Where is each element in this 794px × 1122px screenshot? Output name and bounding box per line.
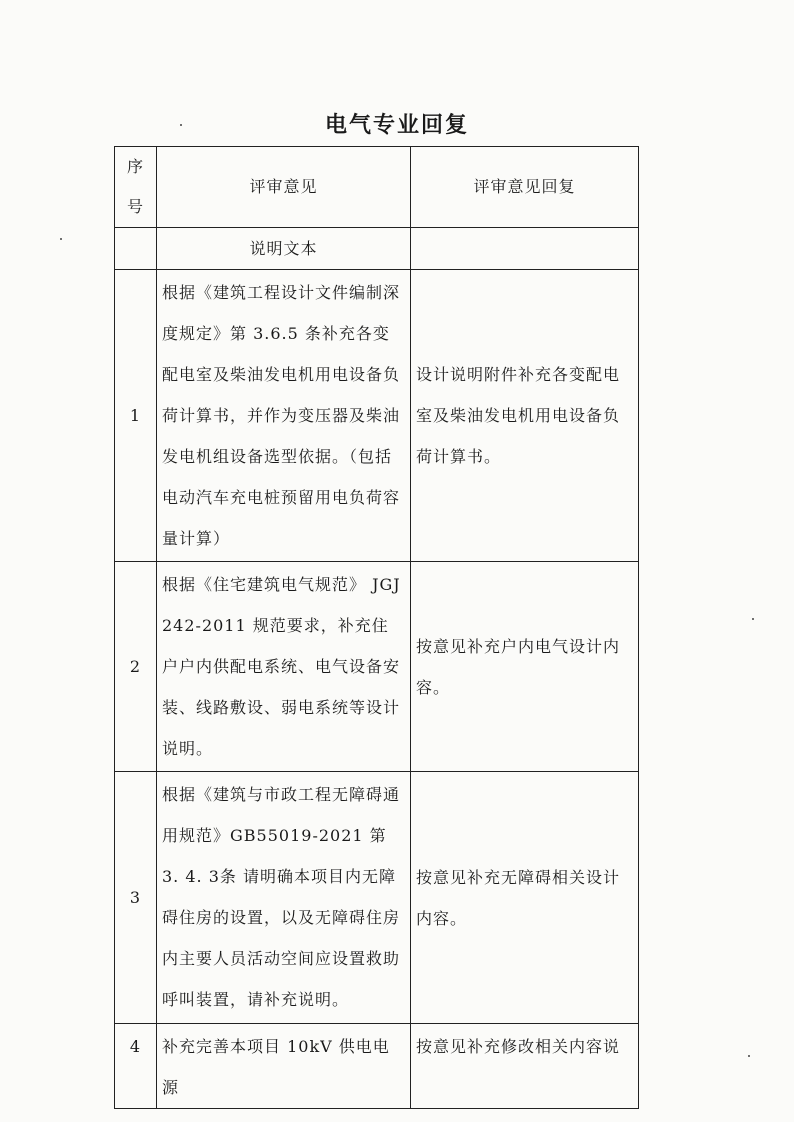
row-seq: 4 xyxy=(115,1024,157,1109)
row-seq: 3 xyxy=(115,772,157,1024)
section-label: 说明文本 xyxy=(157,228,411,270)
table-row xyxy=(115,562,639,772)
section-row xyxy=(115,228,639,270)
table-row xyxy=(115,270,639,562)
row-seq: 2 xyxy=(115,562,157,772)
page-title: 电气专业回复 xyxy=(324,112,469,138)
row-opinion: 补充完善本项目 10kV 供电电源 xyxy=(157,1024,411,1109)
header-seq: 序号 xyxy=(115,147,157,228)
row-reply: 设计说明附件补充各变配电室及柴油发电机用电设备负荷计算书。 xyxy=(411,270,639,562)
row-opinion: 根据《住宅建筑电气规范》 JGJ 242-2011 规范要求，补充住户户内供配电系统、电气设备安装、线路敷设、弱电系统等设计说明。 xyxy=(157,562,411,772)
section-seq-cell xyxy=(115,228,157,270)
scan-speck xyxy=(60,238,62,240)
row-opinion: 根据《建筑工程设计文件编制深度规定》第 3.6.5 条补充各变配电室及柴油发电机用电设备负荷计算书，并作为变压器及柴油发电机组设备选型依据。（包括电动汽车充电桩预留用电负荷容量计算） xyxy=(157,270,411,562)
scan-speck xyxy=(748,1055,750,1057)
row-reply: 按意见补充户内电气设计内容。 xyxy=(411,562,639,772)
table-row xyxy=(115,772,639,1024)
row-opinion: 根据《建筑与市政工程无障碍通用规范》GB55019-2021 第 3. 4. 3条 请明确本项目内无障碍住房的设置，以及无障碍住房内主要人员活动空间应设置救助呼叫装置，请补充说明。 xyxy=(157,772,411,1024)
row-seq: 1 xyxy=(115,270,157,562)
header-opinion: 评审意见 xyxy=(157,147,411,228)
table-header-row xyxy=(115,147,639,228)
row-reply: 按意见补充无障碍相关设计内容。 xyxy=(411,772,639,1024)
header-reply: 评审意见回复 xyxy=(411,147,639,228)
table-row xyxy=(115,1024,639,1109)
section-reply-cell xyxy=(411,228,639,270)
row-reply: 按意见补充修改相关内容说 xyxy=(411,1024,639,1109)
review-table xyxy=(114,146,639,1109)
scan-speck xyxy=(180,124,182,126)
scan-speck xyxy=(752,618,754,620)
